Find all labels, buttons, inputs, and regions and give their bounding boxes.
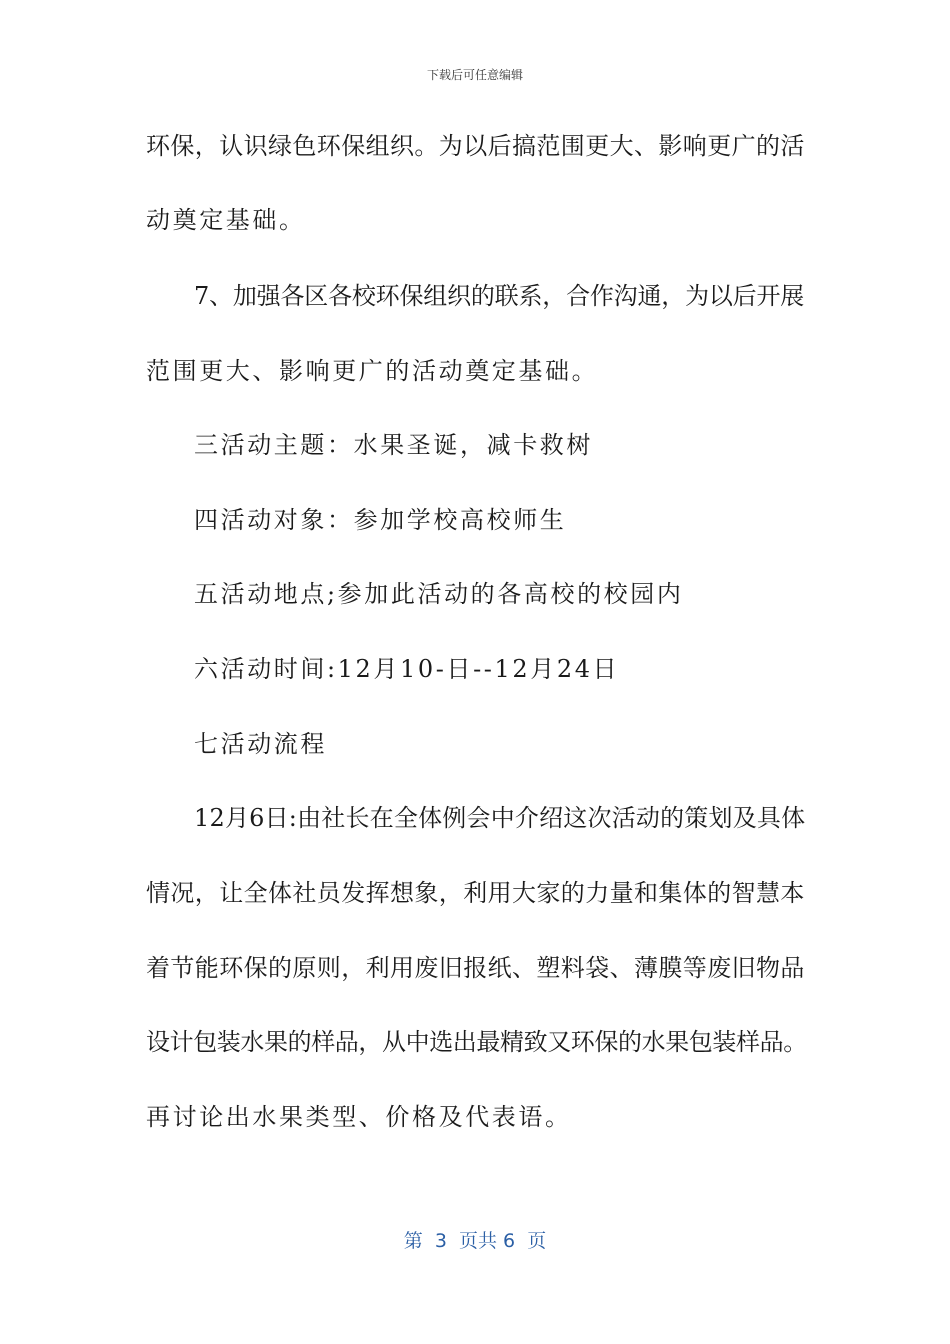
body-line: 六活动时间:12月10-日--12月24日 xyxy=(194,655,620,683)
body-line: 7、加强各区各校环保组织的联系，合作沟通，为以后开展 xyxy=(194,282,805,310)
body-line: 设计包装水果的样品，从中选出最精致又环保的水果包装样品。 xyxy=(146,1028,807,1056)
header-note: 下载后可任意编辑 xyxy=(426,68,523,82)
body-line: 三活动主题：水果圣诞，减卡救树 xyxy=(194,431,593,459)
body-line: 五活动地点;参加此活动的各高校的校园内 xyxy=(194,580,684,608)
body-line: 12月6日:由社长在全体例会中介绍这次活动的策划及具体 xyxy=(194,804,806,832)
body-line: 范围更大、影响更广的活动奠定基础。 xyxy=(146,357,599,385)
body-line: 动奠定基础。 xyxy=(146,206,306,234)
body-line: 七活动流程 xyxy=(194,730,327,758)
body-line: 情况，让全体社员发挥想象，利用大家的力量和集体的智慧本 xyxy=(146,879,805,907)
body-line: 环保，认识绿色环保组织。为以后搞范围更大、影响更广的活 xyxy=(146,132,805,160)
body-line: 再讨论出水果类型、价格及代表语。 xyxy=(146,1103,572,1131)
page-number: 第 3 页共 6 页 xyxy=(403,1230,547,1252)
body-line: 四活动对象：参加学校高校师生 xyxy=(194,506,567,534)
body-line: 着节能环保的原则，利用废旧报纸、塑料袋、薄膜等废旧物品 xyxy=(146,954,805,982)
